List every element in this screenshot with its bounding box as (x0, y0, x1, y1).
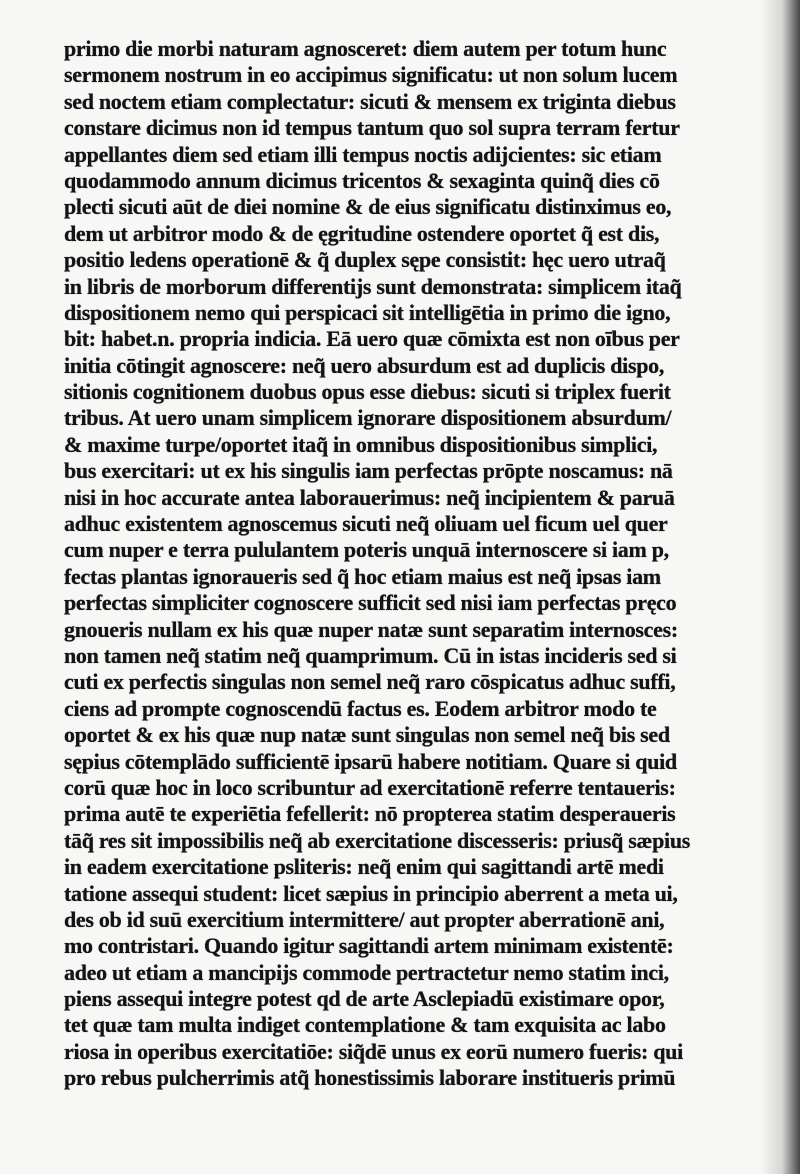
text-line: fectas plantas ignoraueris sed q̃ hoc etiam maius est neq̃ ipsas iam (64, 563, 661, 589)
text-line: quodammodo annum dicimus tricentos & sexaginta quinq̃ dies cō (64, 167, 660, 193)
text-line: mo contristari. Quando igitur sagittandi artem minimam existentē: (64, 933, 674, 959)
text-line: bus exercitari: ut ex his singulis iam perfectas prōpte noscamus: nā (64, 458, 673, 484)
text-line: sitionis cognitionem duobus opus esse diebus: sicuti si triplex fuerit (64, 379, 671, 405)
text-line: des ob id suū exercitium intermittere/ aut propter aberrationē ani, (64, 906, 665, 932)
text-line: & maxime turpe/oportet itaq̃ in omnibus dispositionibus simplici, (64, 431, 658, 457)
text-line: cum nuper e terra pululantem poteris unquā internoscere si iam p, (64, 537, 669, 563)
text-line: dispositionem nemo qui perspicaci sit intelligētia in primo die igno, (64, 299, 671, 325)
text-line: corū quæ hoc in loco scribuntur ad exercitationē referre tentaueris: (64, 774, 676, 800)
text-line: piens assequi integre potest qd de arte Asclepiadū existimare opor, (64, 986, 665, 1012)
text-line: positio ledens operationē & q̃ duplex sępe consistit: hęc uero utraq̃ (64, 247, 666, 273)
text-line: adhuc existentem agnoscemus sicuti neq̃ oliuam uel ficum uel quer (64, 511, 668, 537)
text-line: non tamen neq̃ statim neq̃ quamprimum. Cū in istas incideris sed si (64, 642, 677, 668)
text-line: bit: habet.n. propria indicia. Eā uero quæ cōmixta est non oībus per (64, 326, 680, 352)
text-line: perfectas simpliciter cognoscere sufficit sed nisi iam perfectas pręco (64, 590, 677, 616)
text-line: riosa in operibus exercitatiōe: siq̃dē unus ex eorū numero fueris: qui (64, 1038, 683, 1064)
text-block (64, 36, 744, 1092)
text-line: ciens ad prompte cognoscendū factus es. Eodem arbitror modo te (64, 695, 657, 721)
text-line: pro rebus pulcherrimis atq̃ honestissimis laborare institueris primū (64, 1065, 676, 1091)
text-line: prima autē te experiētia fefellerit: nō propterea statim desperaueris (64, 801, 676, 827)
text-line: tatione assequi student: licet sæpius in principio aberrent a meta ui, (64, 880, 678, 906)
text-line: dem ut arbitror modo & de ęgritudine ostendere oportet q̃ est dis, (64, 220, 660, 246)
text-line: sed noctem etiam complectatur: sicuti & mensem ex triginta diebus (64, 88, 676, 114)
text-line: gnoueris nullam ex his quæ nuper natæ sunt separatim internosces: (64, 616, 678, 642)
text-line: cuti ex perfectis singulas non semel neq̃ raro cōspicatus adhuc suffi, (64, 669, 676, 695)
text-line: plecti sicuti aūt de diei nomine & de eius significatu distinximus eo, (64, 194, 672, 220)
text-line: adeo ut etiam a mancipijs commode pertractetur nemo statim inci, (64, 959, 669, 985)
text-line: oportet & ex his quæ nup natæ sunt singulas non semel neq̃ bis sed (64, 722, 670, 748)
text-line: primo die morbi naturam agnosceret: diem autem per totum hunc (64, 36, 667, 61)
text-line: tet quæ tam multa indiget contemplatione & tam exquisita ac labo (64, 1012, 666, 1038)
text-line: appellantes diem sed etiam illi tempus noctis adijcientes: sic etiam (64, 141, 662, 167)
text-line: nisi in hoc accurate antea laborauerimus: neq̃ incipientem & paruā (64, 484, 675, 510)
text-line: in eadem exercitatione psliteris: neq̃ enim qui sagittandi artē medi (64, 854, 664, 880)
page-gutter-shadow (760, 0, 800, 1174)
text-line: sermonem nostrum in eo accipimus significatu: ut non solum lucem (64, 62, 678, 88)
text-line: initia cōtingit agnoscere: neq̃ uero absurdum est ad duplicis dispo, (64, 352, 665, 378)
text-line: in libris de morborum differentijs sunt demonstrata: simplicem itaq̃ (64, 273, 682, 299)
text-line: tribus. At uero unam simplicem ignorare dispositionem absurdum/ (64, 405, 672, 431)
text-line: constare dicimus non id tempus tantum quo sol supra terram fertur (64, 115, 680, 141)
text-line: sępius cōtemplādo sufficientē ipsarū habere notitiam. Quare si quid (64, 748, 677, 774)
text-line: tāq̃ res sit impossibilis neq̃ ab exercitatione discesseris: priusq̃ sæpius (64, 827, 691, 853)
